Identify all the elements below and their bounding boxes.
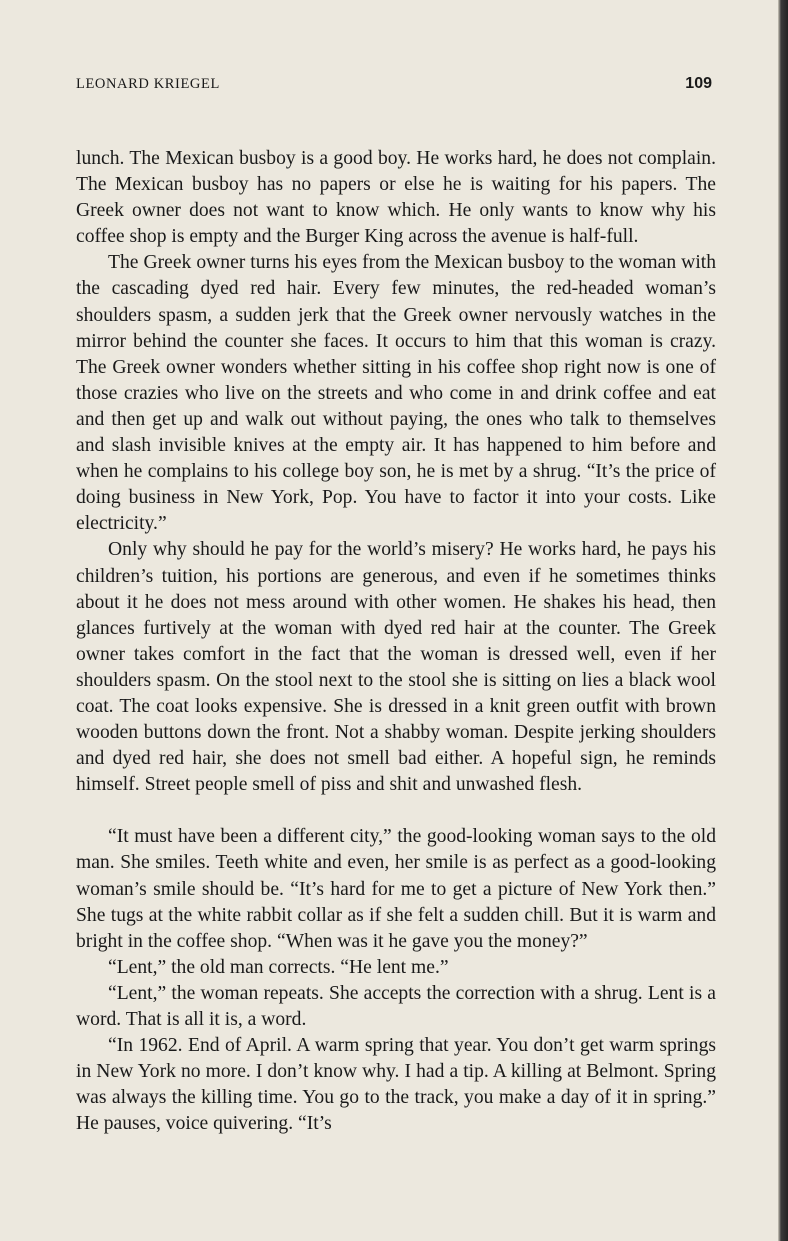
paragraph-7: “In 1962. End of April. A warm spring that year. You don’t get warm springs in New York no more. I don’t know why. I had a tip. A killing at Belmont. Spring was always the killing time. You go to the track, you make a day of it in spring.” He pauses, voice quivering. “It’s [76, 1035, 716, 1135]
book-spine-edge [778, 0, 788, 1241]
running-head [76, 76, 712, 98]
paragraph-5: “Lent,” the old man corrects. “He lent me.” [108, 956, 449, 978]
paragraph-2: The Greek owner turns his eyes from the Mexican busboy to the woman with the cascading dyed red hair. Every few minutes, the red-headed woman’s shoulders spasm, a sudden jerk that the Greek owner nervously watches in the mirror behind the counter she faces. It occurs to him that this woman is crazy. The Greek owner wonders whether sitting in his coffee shop right now is one of those crazies who live on the streets and who come in and drink coffee and eat and then get up and walk out without paying, the ones who talk to themselves and slash invisible knives at the empty air. It has happened to him before and when he complains to his college boy son, he is met by a shrug. “It’s the price of doing business in New York, Pop. You have to factor it into your costs. Like electricity.” [76, 252, 716, 535]
page-number: 109 [685, 75, 712, 92]
body-text [76, 146, 716, 1137]
paragraph-1: lunch. The Mexican busboy is a good boy. He works hard, he does not complain. The Mexican busboy has no papers or else he is waiting for his papers. The Greek owner does not want to know which. He only wants to know why his coffee shop is empty and the Burger King across the avenue is half-full. [76, 148, 716, 248]
paragraph-6: “Lent,” the woman repeats. She accepts the correction with a shrug. Lent is a word. That is all it is, a word. [76, 982, 716, 1030]
running-head-author: LEONARD KRIEGEL [76, 76, 220, 92]
paragraph-3: Only why should he pay for the world’s misery? He works hard, he pays his children’s tuition, his portions are generous, and even if he sometimes thinks about it he does not mess around with other women. He shakes his head, then glances furtively at the woman with dyed red hair at the counter. The Greek owner takes comfort in the fact that the woman is dressed well, even if her shoulders spasm. On the stool next to the stool she is sitting on lies a black wool coat. The coat looks expensive. She is dressed in a knit green outfit with brown wooden buttons down the front. Not a shabby woman. Despite jerking shoulders and dyed red hair, she does not smell bad either. A hopeful sign, he reminds himself. Street people smell of piss and shit and unwashed flesh. [76, 539, 716, 796]
paragraph-4: “It must have been a different city,” the good-looking woman says to the old man. She smiles. Teeth white and even, her smile is as perfect as a good-looking woman’s smile should be. “It’s hard for me to get a picture of New York then.” She tugs at the white rabbit collar as if she felt a sudden chill. But it is warm and bright in the coffee shop. “When was it he gave you the money?” [76, 826, 716, 952]
